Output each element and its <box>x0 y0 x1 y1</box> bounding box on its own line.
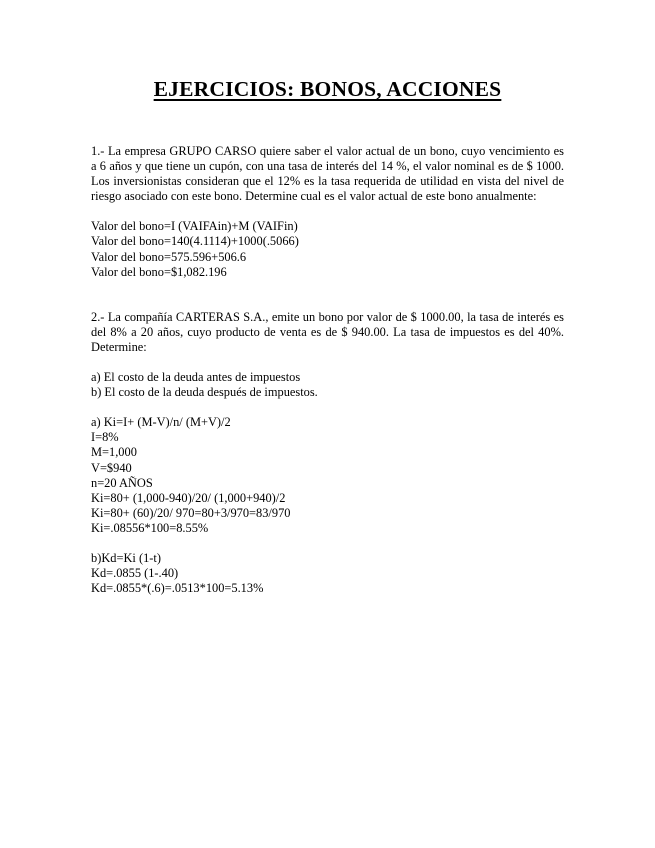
solution-line: Ki=.08556*100=8.55% <box>91 520 209 535</box>
solution-line: M=1,000 <box>91 445 137 460</box>
exercise-1-statement: 1.- La empresa GRUPO CARSO quiere saber el valor actual de un bono, cuyo vencimiento es a 6 años y que tiene un cupón, con una tasa de interés del 14 %, el valor nominal es de $ 1000. Los inversionistas consideran que el 12% es la tasa requerida de utilidad en vista del nivel de riesgo asociado con este bono. Determine cual es el valor actual de este bono anualmente: <box>91 144 564 204</box>
solution-line: Valor del bono=575.596+506.6 <box>91 249 247 264</box>
solution-line: Kd=.0855*(.6)=.0513*100=5.13% <box>91 581 264 596</box>
solution-line: Ki=80+ (60)/20/ 970=80+3/970=83/970 <box>91 505 291 520</box>
solution-line: Valor del bono=I (VAIFAin)+M (VAIFin) <box>91 219 298 234</box>
spacer <box>91 400 564 415</box>
exercise-2-questions <box>91 370 564 400</box>
solution-line: I=8% <box>91 430 119 445</box>
exercise-1-solution <box>91 219 564 279</box>
spacer <box>91 536 564 551</box>
solution-line: a) Ki=I+ (M-V)/n/ (M+V)/2 <box>91 415 231 430</box>
solution-line: Valor del bono=$1,082.196 <box>91 264 227 279</box>
exercise-2-statement: 2.- La compañía CARTERAS S.A., emite un bono por valor de $ 1000.00, la tasa de interés es del 8% a 20 años, cuyo producto de venta es de $ 940.00. La tasa de impuestos es del 40%. Determine: <box>91 309 564 354</box>
solution-line: Ki=80+ (1,000-940)/20/ (1,000+940)/2 <box>91 490 286 505</box>
question-line: a) El costo de la deuda antes de impuestos <box>91 370 301 385</box>
exercise-2-solution-b <box>91 551 564 596</box>
solution-line: Valor del bono=140(4.1114)+1000(.5066) <box>91 234 299 249</box>
page-title: EJERCICIOS: BONOS, ACCIONES <box>153 77 502 101</box>
solution-line: V=$940 <box>91 460 132 475</box>
spacer <box>91 204 564 219</box>
question-line: b) El costo de la deuda después de impuestos. <box>91 385 318 400</box>
exercise-2-solution-a <box>91 415 564 536</box>
spacer <box>91 355 564 370</box>
solution-line: b)Kd=Ki (1-t) <box>91 550 161 565</box>
solution-line: n=20 AÑOS <box>91 475 153 490</box>
spacer <box>91 280 564 310</box>
solution-line: Kd=.0855 (1-.40) <box>91 566 179 581</box>
document-body <box>91 144 564 596</box>
